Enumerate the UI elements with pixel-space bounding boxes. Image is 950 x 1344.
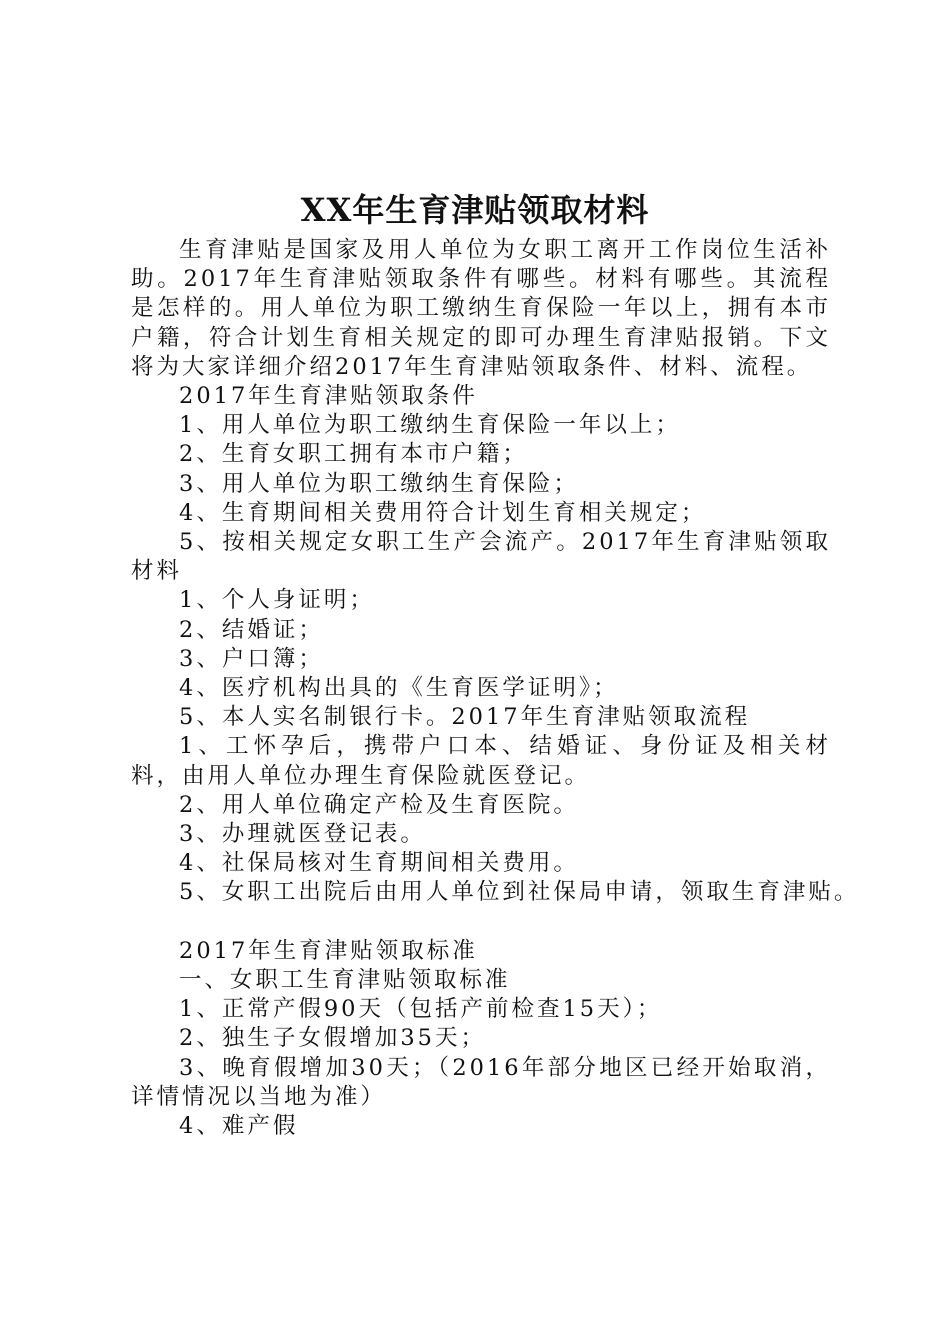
blank-line	[131, 908, 831, 937]
standards-subheading: 一、女职工生育津贴领取标准	[179, 967, 511, 994]
condition-item: 1、用人单位为职工缴纳生育保险一年以上；	[179, 412, 681, 439]
standard-item: 1、正常产假90天（包括产前检查15天）；	[179, 996, 663, 1023]
standard-item: 4、难产假	[179, 1113, 299, 1140]
condition-item: 2、生育女职工拥有本市户籍；	[179, 441, 528, 468]
document-body	[131, 236, 860, 1141]
process-item: 2、用人单位确定产检及生育医院。	[179, 791, 579, 818]
material-item: 2、结婚证；	[179, 616, 324, 643]
process-item: 1、工怀孕后，携带户口本、结婚证、身份证及相关材料，由用人单位办理生育保险就医登记。	[131, 733, 831, 789]
material-item: 1、个人身证明；	[179, 587, 375, 614]
condition-item: 3、用人单位为职工缴纳生育保险；	[179, 470, 579, 497]
process-item: 4、社保局核对生育期间相关费用。	[179, 850, 579, 877]
material-item: 3、户口簿；	[179, 645, 324, 672]
intro-paragraph: 生育津贴是国家及用人单位为女职工离开工作岗位生活补助。2017年生育津贴领取条件有哪些。材料有哪些。其流程是怎样的。用人单位为职工缴纳生育保险一年以上，拥有本市户籍，符合计划生育相关规定的即可办理生育津贴报销。下文将为大家详细介绍2017年生育津贴领取条件、材料、流程。	[131, 237, 831, 380]
conditions-heading: 2017年生育津贴领取条件	[179, 383, 478, 410]
condition-item: 5、按相关规定女职工生产会流产。2017年生育津贴领取材料	[131, 529, 831, 585]
process-item: 5、女职工出院后由用人单位到社保局申请，领取生育津贴。	[179, 879, 860, 906]
document-title: XX年生育津贴领取材料	[300, 191, 650, 229]
material-item: 5、本人实名制银行卡。2017年生育津贴领取流程	[179, 704, 751, 731]
standard-item: 3、晚育假增加30天；（2016年部分地区已经开始取消，详情情况以当地为准）	[131, 1054, 831, 1110]
material-item: 4、医疗机构出具的《生育医学证明》；	[179, 675, 619, 702]
standards-heading: 2017年生育津贴领取标准	[179, 937, 478, 964]
condition-item: 4、生育期间相关费用符合计划生育相关规定；	[179, 499, 707, 526]
standard-item: 2、独生子女假增加35天；	[179, 1025, 486, 1052]
process-item: 3、办理就医登记表。	[179, 821, 426, 848]
